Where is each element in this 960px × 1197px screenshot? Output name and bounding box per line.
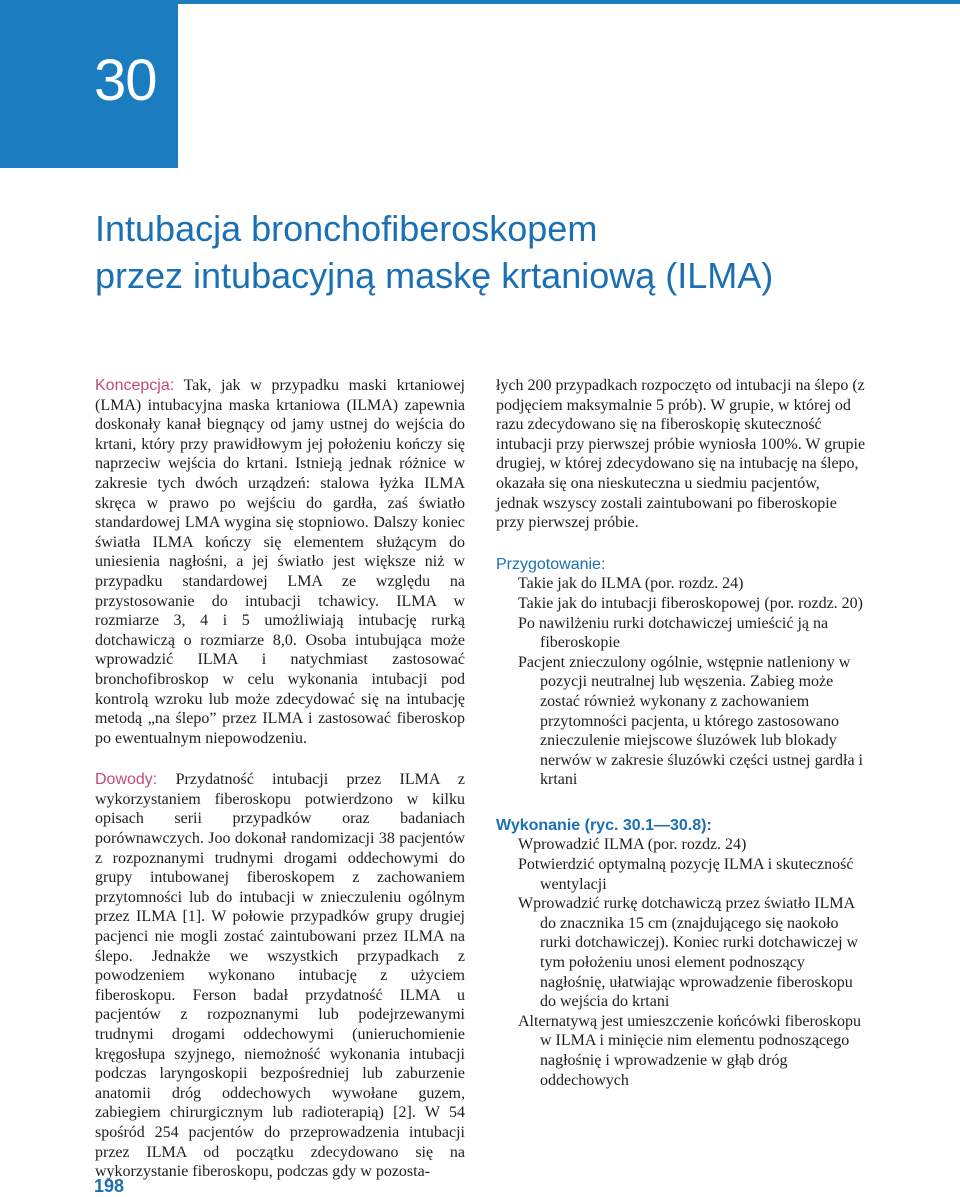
evidence-paragraph bbox=[95, 770, 465, 1181]
page-number: 198 bbox=[94, 1176, 125, 1196]
preparation-item: Po nawilżeniu rurki dotchawiczej umieścić ją na fiberoskopie bbox=[518, 614, 829, 652]
procedure-item: Potwierdzić optymalną pozycję ILMA i skuteczność wentylacji bbox=[518, 856, 854, 893]
preparation-list bbox=[496, 574, 866, 790]
preparation-item: Takie jak do ILMA (por. rozdz. 24) bbox=[518, 575, 744, 593]
preparation-item: Pacjent znieczulony ogólnie, wstępnie natleniony w pozycji neutralnej lub węszenia. Zabieg może zostać również wykonany z zachowaniem przytomności pacjenta, u którego zastosowano znieczulenie miejscowe śluzówek lub blokady nerwów w zakresie śluzówki części ustnej gardła i krtani bbox=[518, 653, 863, 789]
concept-paragraph bbox=[95, 376, 465, 748]
concept-label: Koncepcja: bbox=[95, 377, 175, 394]
procedure-item: Alternatywą jest umieszczenie końcówki fiberoskopu w ILMA i minięcie nim elementu podnoszącego nagłośnię i wprowadzenie w głąb dróg oddechowych bbox=[518, 1012, 861, 1089]
evidence-text: Przydatność intubacji przez ILMA z wykorzystaniem fiberoskopu potwierdzono w kilku opisach serii przypadków oraz badaniach porównawczych. Joo dokonał randomizacji 38 pacjentów z rozpoznanymi trudnymi drogami oddechowymi do grupy intubowanej fiberoskopem z zachowaniem przytomności lub do intubacji w znieczuleniu ogólnym przez ILMA [1]. W połowie przypadków grupy drugiej pacjenci nie mogli zostać zaintubowani przez ILMA na ślepo. Jednakże we wszystkich przypadkach z powodzeniem wykonano intubację z użyciem fiberoskopu. Ferson badał przydatność ILMA u pacjentów z rozpoznanymi lub podejrzewanymi trudnymi drogami oddechowymi (unieruchomienie kręgosłupa szyjnego, niemożność wykonania intubacji podczas laryngoskopii bezpośredniej lub zaburzenie anatomii dróg oddechowych wywołane guzem, zabiegiem chirurgicznym lub radioterapią) [2]. W 54 spośród 254 pacjentów do przeprowadzenia intubacji przez ILMA od początku zdecydowano się na wykorzystanie fiberoskopu, podczas gdy w pozosta- bbox=[95, 771, 465, 1181]
concept-text: Tak, jak w przypadku maski krtaniowej (LMA) intubacyjna maska krtaniowa (ILMA) zapewnia doskonały kanał biegnący od jamy ustnej do wejścia do krtani, który przy prawidłowym jej położeniu kończy się naprzeciw wejścia do krtani. Istnieją jednak różnice w zakresie tych dwóch urządzeń: stalowa łyżka ILMA skręca w prawo po wejściu do gardła, zaś światło standardowej LMA wygina się stopniowo. Dalszy koniec światła ILMA kończy się elementem służącym do uniesienia nagłośni, a jej światło jest większe niż w przypadku standardowej LMA ze względu na przystosowanie do intubacji tchawicy. ILMA w rozmiarze 3, 4 i 5 umożliwiają intubację rurką dotchawiczą o rozmiarze 8,0. Osoba intubująca może wprowadzić ILMA i natychmiast zastosować bronchofibroskop w celu wykonania intubacji pod kontrolą wzroku lub może zdecydować się na intubację metodą „na ślepo” przez ILMA i zastosować fiberoskop po ewentualnym niepowodzeniu. bbox=[95, 377, 465, 747]
preparation-heading: Przygotowanie: bbox=[496, 555, 606, 573]
chapter-title bbox=[95, 205, 773, 299]
procedure-item: Wprowadzić rurkę dotchawiczą przez światło ILMA do znacznika 15 cm (znajdującego się naokoło rurki dotchawiczej). Koniec rurki dotchawiczej w tym położeniu unosi element podnoszący nagłośnię, ułatwiając wprowadzenie fiberoskopu do wejścia do krtani bbox=[518, 895, 859, 1011]
chapter-number: 30 bbox=[94, 48, 157, 113]
procedure-item: Wprowadzić ILMA (por. rozdz. 24) bbox=[518, 836, 747, 854]
header-rule bbox=[178, 0, 960, 4]
evidence-label: Dowody: bbox=[95, 771, 158, 789]
evidence-continuation: łych 200 przypadkach rozpoczęto od intubacji na ślepo (z podjęciem maksymalnie 5 prób). W grupie, w której od razu zdecydowano się na fiberoskopię skuteczność intubacji przy pierwszej próbie wyniosła 100%. W grupie drugiej, w której zdecydowano się na intubację na ślepo, okazała się ona nieskuteczna u siedmiu pacjentów, jednak wszyscy zostali zaintubowani po fiberoskopie przy pierwszej próbie. bbox=[496, 377, 866, 532]
chapter-title-line-2: przez intubacyjną maskę krtaniową (ILMA) bbox=[95, 255, 774, 296]
preparation-item: Takie jak do intubacji fiberoskopowej (por. rozdz. 20) bbox=[518, 594, 863, 612]
right-column bbox=[496, 376, 866, 1090]
procedure-list bbox=[496, 835, 866, 1090]
left-column bbox=[95, 376, 465, 1182]
chapter-number-box bbox=[0, 0, 178, 168]
chapter-title-line-1: Intubacja bronchofiberoskopem bbox=[95, 208, 598, 249]
procedure-heading: Wykonanie (ryc. 30.1—30.8): bbox=[496, 816, 712, 834]
